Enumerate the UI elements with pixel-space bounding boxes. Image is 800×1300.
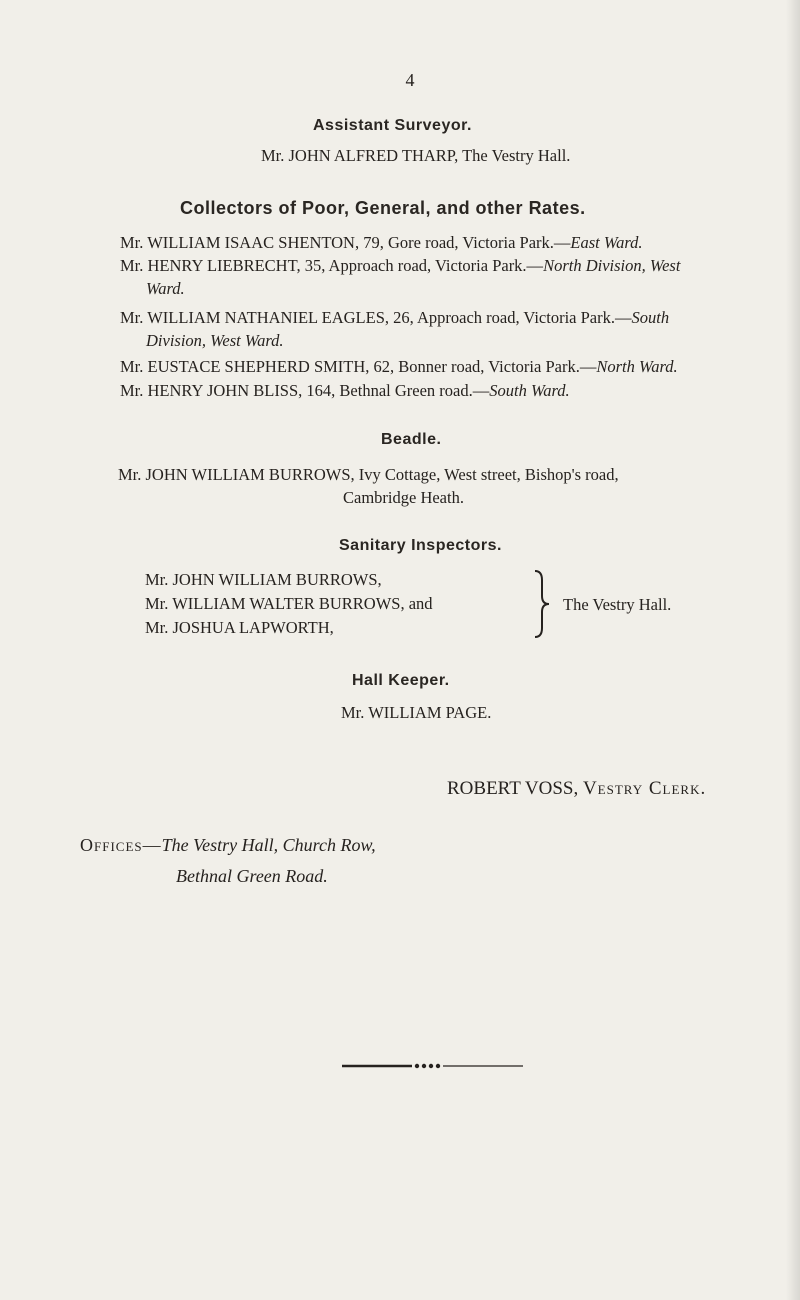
hall-keeper-heading: Hall Keeper. bbox=[352, 672, 450, 689]
collector-entry bbox=[120, 308, 669, 328]
collectors-heading: Collectors of Poor, General, and other Rates. bbox=[180, 198, 586, 218]
inspectors-location: The Vestry Hall. bbox=[563, 595, 672, 614]
page-edge-shadow bbox=[786, 0, 800, 1300]
collector-ward-continuation: Ward. bbox=[146, 279, 185, 298]
beadle-heading: Beadle. bbox=[381, 431, 442, 448]
signature-title: Vestry Clerk. bbox=[582, 778, 707, 799]
collector-text: Mr. WILLIAM ISAAC SHENTON, 79, Gore road, Victoria Park.— bbox=[120, 233, 571, 252]
assistant-surveyor-heading: Assistant Surveyor. bbox=[313, 117, 472, 134]
decorative-rule-icon bbox=[340, 1060, 525, 1072]
collector-text: Mr. EUSTACE SHEPHERD SMITH, 62, Bonner road, Victoria Park.— bbox=[120, 357, 597, 376]
collector-text: Mr. HENRY LIEBRECHT, 35, Approach road, Victoria Park.— bbox=[120, 256, 544, 275]
collector-ward: North Division, West bbox=[543, 256, 681, 275]
signature bbox=[447, 778, 706, 800]
signature-name: ROBERT VOSS, bbox=[447, 778, 579, 799]
beadle-entry-line2: Cambridge Heath. bbox=[343, 488, 464, 507]
collector-text: Mr. WILLIAM NATHANIEL EAGLES, 26, Approach road, Victoria Park.— bbox=[120, 308, 632, 327]
inspector-name: Mr. JOHN WILLIAM BURROWS, bbox=[145, 570, 382, 589]
collector-text: Mr. HENRY JOHN BLISS, 164, Bethnal Green road.— bbox=[120, 381, 490, 400]
sanitary-inspectors-heading: Sanitary Inspectors. bbox=[339, 537, 502, 554]
collector-entry bbox=[120, 233, 643, 253]
page-number: 4 bbox=[405, 70, 415, 90]
offices-line1 bbox=[80, 835, 376, 856]
collector-ward: South bbox=[631, 308, 670, 327]
offices-label: Offices— bbox=[80, 835, 162, 855]
collector-ward-continuation: Division, West Ward. bbox=[146, 331, 284, 350]
offices-line2: Bethnal Green Road. bbox=[176, 866, 328, 886]
hall-keeper-entry: Mr. WILLIAM PAGE. bbox=[341, 703, 492, 722]
inspector-name: Mr. WILLIAM WALTER BURROWS, and bbox=[145, 594, 433, 613]
collector-ward: South Ward. bbox=[489, 381, 570, 400]
offices-address: The Vestry Hall, Church Row, bbox=[161, 835, 376, 855]
collector-ward: North Ward. bbox=[596, 357, 678, 376]
collector-entry bbox=[120, 357, 678, 377]
assistant-surveyor-entry: Mr. JOHN ALFRED THARP, The Vestry Hall. bbox=[261, 146, 571, 165]
inspector-name: Mr. JOSHUA LAPWORTH, bbox=[145, 618, 334, 637]
collector-ward: East Ward. bbox=[570, 233, 643, 252]
brace-icon bbox=[530, 568, 552, 640]
collector-entry bbox=[120, 256, 680, 276]
collector-entry bbox=[120, 381, 570, 401]
beadle-entry-line1: Mr. JOHN WILLIAM BURROWS, Ivy Cottage, West street, Bishop's road, bbox=[118, 465, 619, 484]
